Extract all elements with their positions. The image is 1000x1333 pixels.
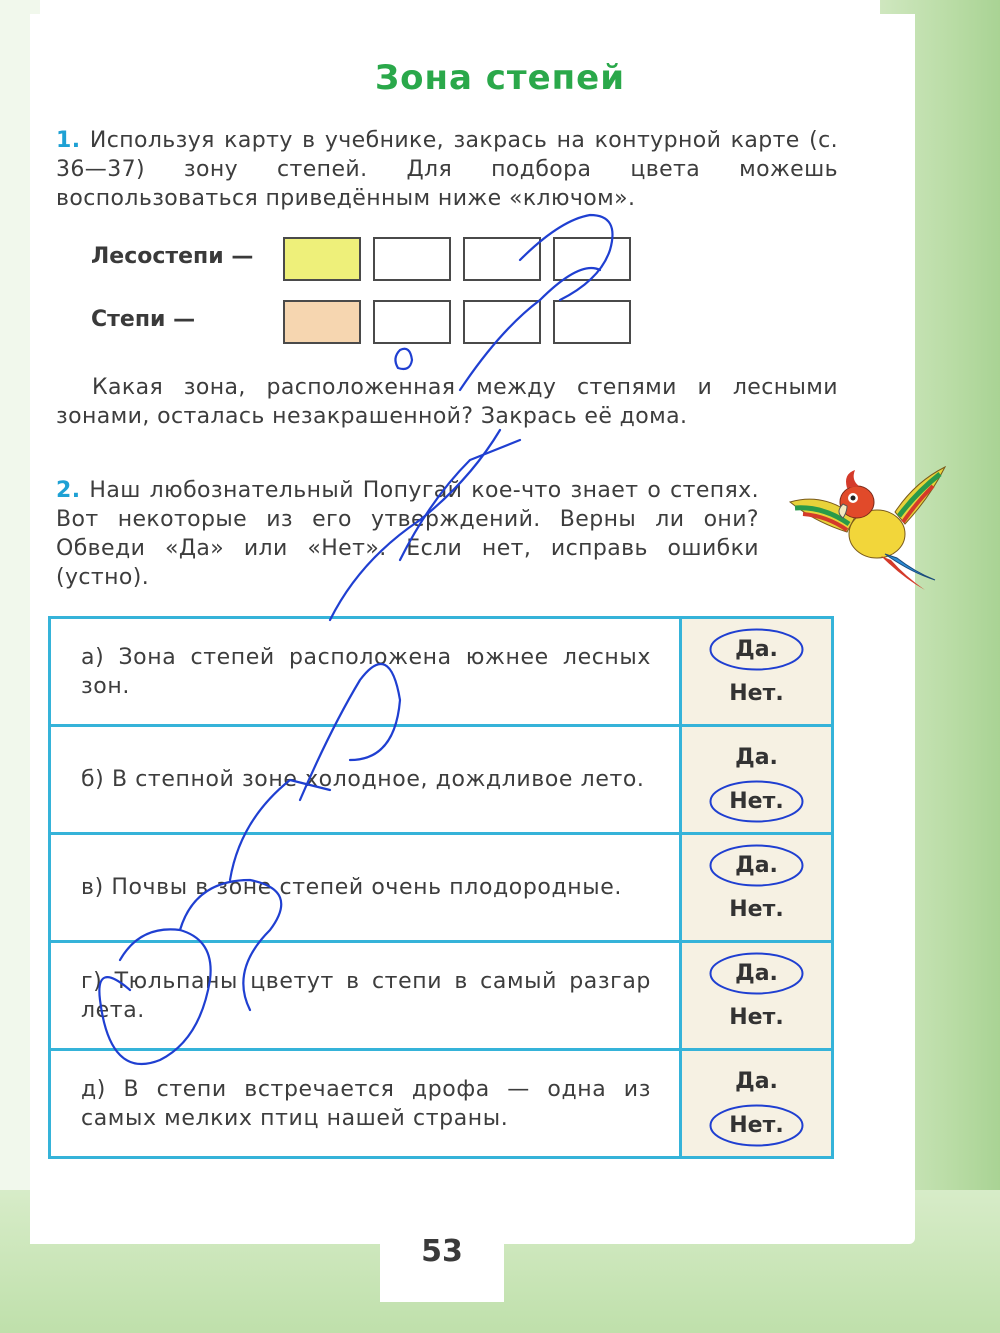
answer-cell — [681, 726, 833, 834]
statement-text: д) В степи встречается дрофа — одна из самых мелких птиц нашей страны. — [50, 1050, 681, 1158]
table-row — [50, 942, 833, 1050]
answer-cell — [681, 618, 833, 726]
task1-text: Используя карту в учебнике, закрась на контурной карте (с. 36—37) зону степей. Для подбора цвета можешь воспользоваться приведённым ниже «ключом». — [56, 128, 838, 211]
answer-no[interactable]: Нет. — [729, 788, 784, 814]
answer-cell — [681, 1050, 833, 1158]
swatch-steppe-filled — [283, 300, 361, 344]
statement-text: г) Тюльпаны цветут в степи в самый разгар лета. — [50, 942, 681, 1050]
answer-no[interactable]: Нет. — [729, 680, 784, 706]
swatch-empty[interactable] — [553, 300, 631, 344]
page-title: Зона степей — [374, 58, 626, 98]
answer-yes[interactable]: Да. — [735, 1068, 778, 1094]
answer-cell — [681, 834, 833, 942]
table-row — [50, 618, 833, 726]
task2-number: 2. — [56, 478, 81, 503]
task2-text-block — [56, 476, 759, 592]
answer-yes[interactable]: Да. — [735, 960, 778, 986]
swatch-empty[interactable] — [463, 237, 541, 281]
swatch-forest-steppe-filled — [283, 237, 361, 281]
statement-text: в) Почвы в зоне степей очень плодородные. — [50, 834, 681, 942]
swatch-empty[interactable] — [373, 300, 451, 344]
table-row — [50, 1050, 833, 1158]
key-label-forest-steppe: Лесостепи — — [91, 244, 254, 269]
task1-text-block — [56, 126, 838, 213]
answer-no[interactable]: Нет. — [729, 896, 784, 922]
answer-no[interactable]: Нет. — [729, 1112, 784, 1138]
table-row — [50, 726, 833, 834]
answer-yes[interactable]: Да. — [735, 744, 778, 770]
key-label-steppe: Степи — — [91, 307, 196, 332]
parrot-illustration — [785, 462, 950, 592]
task1-number: 1. — [56, 128, 81, 153]
swatch-empty[interactable] — [373, 237, 451, 281]
answer-no[interactable]: Нет. — [729, 1004, 784, 1030]
swatch-empty[interactable] — [463, 300, 541, 344]
task1-question: Какая зона, расположенная между степями и лесными зонами, осталась незакрашенной? Закрась её дома. — [56, 375, 838, 429]
page-number: 53 — [421, 1234, 463, 1269]
swatch-empty[interactable] — [553, 237, 631, 281]
answer-yes[interactable]: Да. — [735, 852, 778, 878]
statement-text: а) Зона степей расположена южнее лесных зон. — [50, 618, 681, 726]
task2-text: Наш любознательный Попугай кое-что знает о степях. Вот некоторые из его утверждений. Верны ли они? Обведи «Да» или «Нет». Если нет, исправь ошибки (устно). — [56, 478, 759, 590]
answer-yes[interactable]: Да. — [735, 636, 778, 662]
answer-cell — [681, 942, 833, 1050]
table-row — [50, 834, 833, 942]
statement-text: б) В степной зоне холодное, дождливое лето. — [50, 726, 681, 834]
statements-table — [48, 616, 834, 1159]
